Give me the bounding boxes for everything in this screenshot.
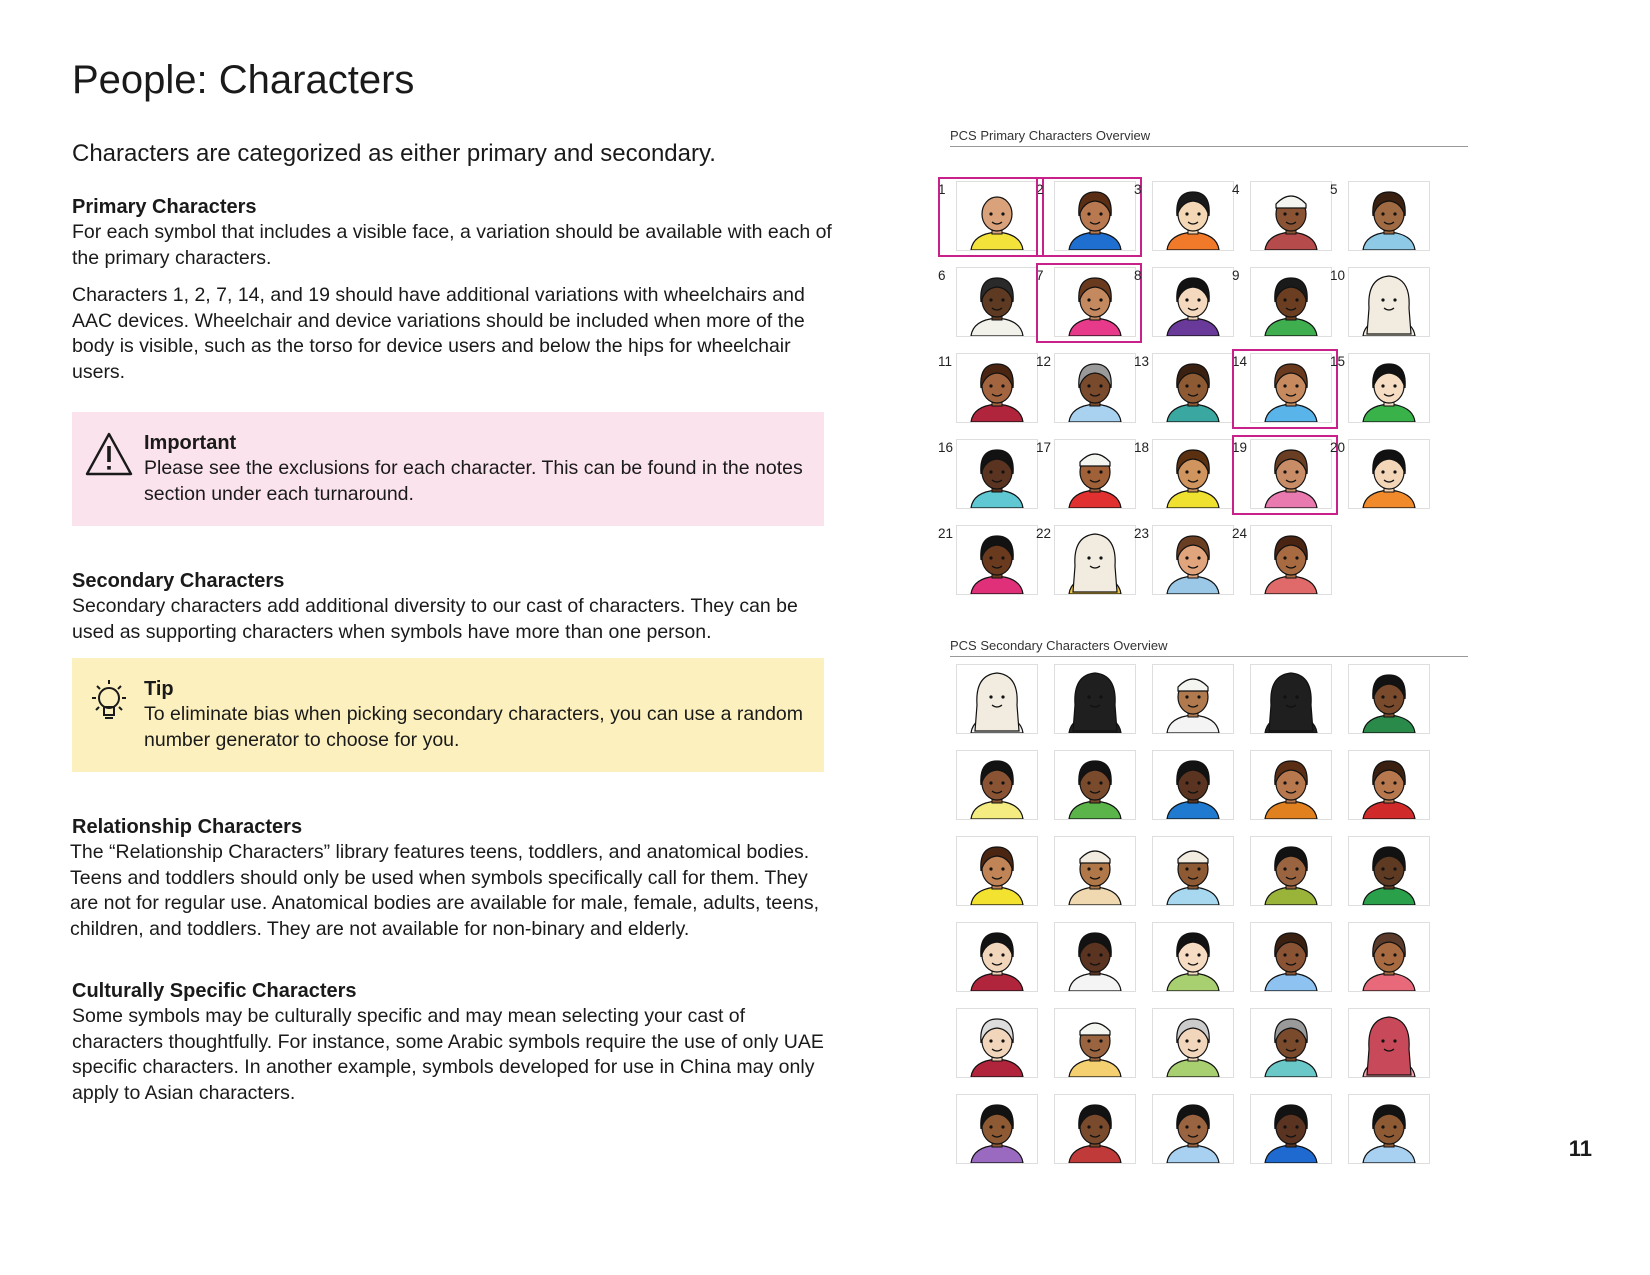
secondary-character-7 [1054,750,1136,820]
tip-heading: Tip [144,678,174,700]
character-number: 5 [1330,182,1338,197]
primary-overview-label: PCS Primary Characters Overview [950,128,1151,143]
character-number: 18 [1134,440,1150,455]
primary-character-22 [1054,525,1136,595]
secondary-section [72,570,832,657]
highlight-frame [1232,349,1338,429]
secondary-character-1 [956,664,1038,734]
character-number: 24 [1232,526,1248,541]
secondary-overview-rule [950,656,1468,657]
secondary-character-30 [1348,1094,1430,1164]
secondary-heading: Secondary Characters [72,570,285,592]
secondary-character-26 [956,1094,1038,1164]
primary-character-12 [1054,353,1136,423]
character-number: 11 [938,354,953,369]
secondary-character-23 [1152,1008,1234,1078]
secondary-character-4 [1250,664,1332,734]
primary-character-6 [956,267,1038,337]
page-title: People: Characters [72,58,415,102]
highlight-frame [938,177,1044,257]
character-number: 22 [1036,526,1052,541]
highlight-frame [1232,435,1338,515]
primary-section [72,196,832,397]
primary-character-23 [1152,525,1234,595]
important-text: Please see the exclusions for each character. This can be found in the notes section under each turnaround. [144,457,803,505]
character-number: 4 [1232,182,1240,197]
cultural-section [72,980,832,1118]
character-number: 1 [938,182,946,197]
primary-paragraph-1: For each symbol that includes a visible face, a variation should be available with each of the primary characters. [72,221,832,269]
important-heading: Important [144,432,237,454]
primary-character-13 [1152,353,1234,423]
secondary-character-2 [1054,664,1136,734]
primary-overview-rule [950,146,1468,147]
intro-text: Characters are categorized as either primary and secondary. [72,140,716,167]
warning-icon [84,430,134,480]
character-number: 10 [1330,268,1346,283]
secondary-character-11 [956,836,1038,906]
primary-character-18 [1152,439,1234,509]
primary-character-24 [1250,525,1332,595]
secondary-character-19 [1250,922,1332,992]
character-number: 19 [1232,440,1248,455]
secondary-character-10 [1348,750,1430,820]
secondary-character-8 [1152,750,1234,820]
important-callout [72,412,824,526]
relationship-heading: Relationship Characters [72,816,303,838]
character-number: 16 [938,440,954,455]
character-number: 9 [1232,268,1240,283]
primary-character-11 [956,353,1038,423]
primary-heading: Primary Characters [72,196,257,218]
primary-character-9 [1250,267,1332,337]
lightbulb-icon [84,676,134,726]
secondary-character-28 [1152,1094,1234,1164]
secondary-character-17 [1054,922,1136,992]
secondary-character-21 [956,1008,1038,1078]
character-number: 23 [1134,526,1150,541]
character-number: 12 [1036,354,1052,369]
secondary-character-25 [1348,1008,1430,1078]
primary-character-5 [1348,181,1430,251]
secondary-character-15 [1348,836,1430,906]
secondary-character-20 [1348,922,1430,992]
character-number: 3 [1134,182,1142,197]
primary-character-16 [956,439,1038,509]
character-number: 2 [1036,182,1044,197]
character-number: 15 [1330,354,1346,369]
cultural-heading: Culturally Specific Characters [72,980,357,1002]
secondary-paragraph: Secondary characters add additional diversity to our cast of characters. They can be used as supporting characters when symbols have more than one person. [72,595,798,643]
secondary-character-13 [1152,836,1234,906]
secondary-character-6 [956,750,1038,820]
secondary-character-18 [1152,922,1234,992]
secondary-character-12 [1054,836,1136,906]
secondary-character-29 [1250,1094,1332,1164]
primary-character-20 [1348,439,1430,509]
tip-callout [72,658,824,772]
primary-character-17 [1054,439,1136,509]
primary-character-3 [1152,181,1234,251]
page-number: 11 [1568,1136,1592,1161]
character-number: 8 [1134,268,1142,283]
tip-text: To eliminate bias when picking secondary characters, you can use a random number generator to choose for you. [144,703,804,751]
secondary-character-16 [956,922,1038,992]
relationship-section [70,816,840,954]
character-number: 21 [938,526,954,541]
character-number: 6 [938,268,946,283]
highlight-frame [1036,263,1142,343]
primary-character-10 [1348,267,1430,337]
secondary-character-22 [1054,1008,1136,1078]
highlight-frame [1036,177,1142,257]
secondary-character-3 [1152,664,1234,734]
primary-character-8 [1152,267,1234,337]
secondary-character-9 [1250,750,1332,820]
secondary-character-5 [1348,664,1430,734]
cultural-paragraph: Some symbols may be culturally specific and may mean selecting your cast of characters thoughtfully. For instance, some Arabic symbols require the use of only UAE specific characters. In another example, symbols developed for use in China may only apply to Asian characters. [72,1005,824,1104]
primary-character-15 [1348,353,1430,423]
primary-paragraph-2: Characters 1, 2, 7, 14, and 19 should have additional variations with wheelchairs and AAC devices. Wheelchair and device variations should be included when more of the body is visible, such as the torso for device users and below the hips for wheelchair users. [72,284,805,383]
character-number: 14 [1232,354,1248,369]
secondary-overview-label: PCS Secondary Characters Overview [950,638,1168,653]
secondary-character-24 [1250,1008,1332,1078]
secondary-character-14 [1250,836,1332,906]
character-number: 13 [1134,354,1150,369]
character-number: 7 [1036,268,1044,283]
character-number: 17 [1036,440,1052,455]
primary-character-21 [956,525,1038,595]
relationship-paragraph: The “Relationship Characters” library features teens, toddlers, and anatomical bodies. Teens and toddlers should only be used when symbols specifically call for them. They are not for regular use. Anatomical bodies are available for male, female, adults, teens, children, and toddlers. They are not available for non-binary and elderly. [70,841,819,940]
secondary-character-27 [1054,1094,1136,1164]
character-number: 20 [1330,440,1346,455]
primary-character-4 [1250,181,1332,251]
